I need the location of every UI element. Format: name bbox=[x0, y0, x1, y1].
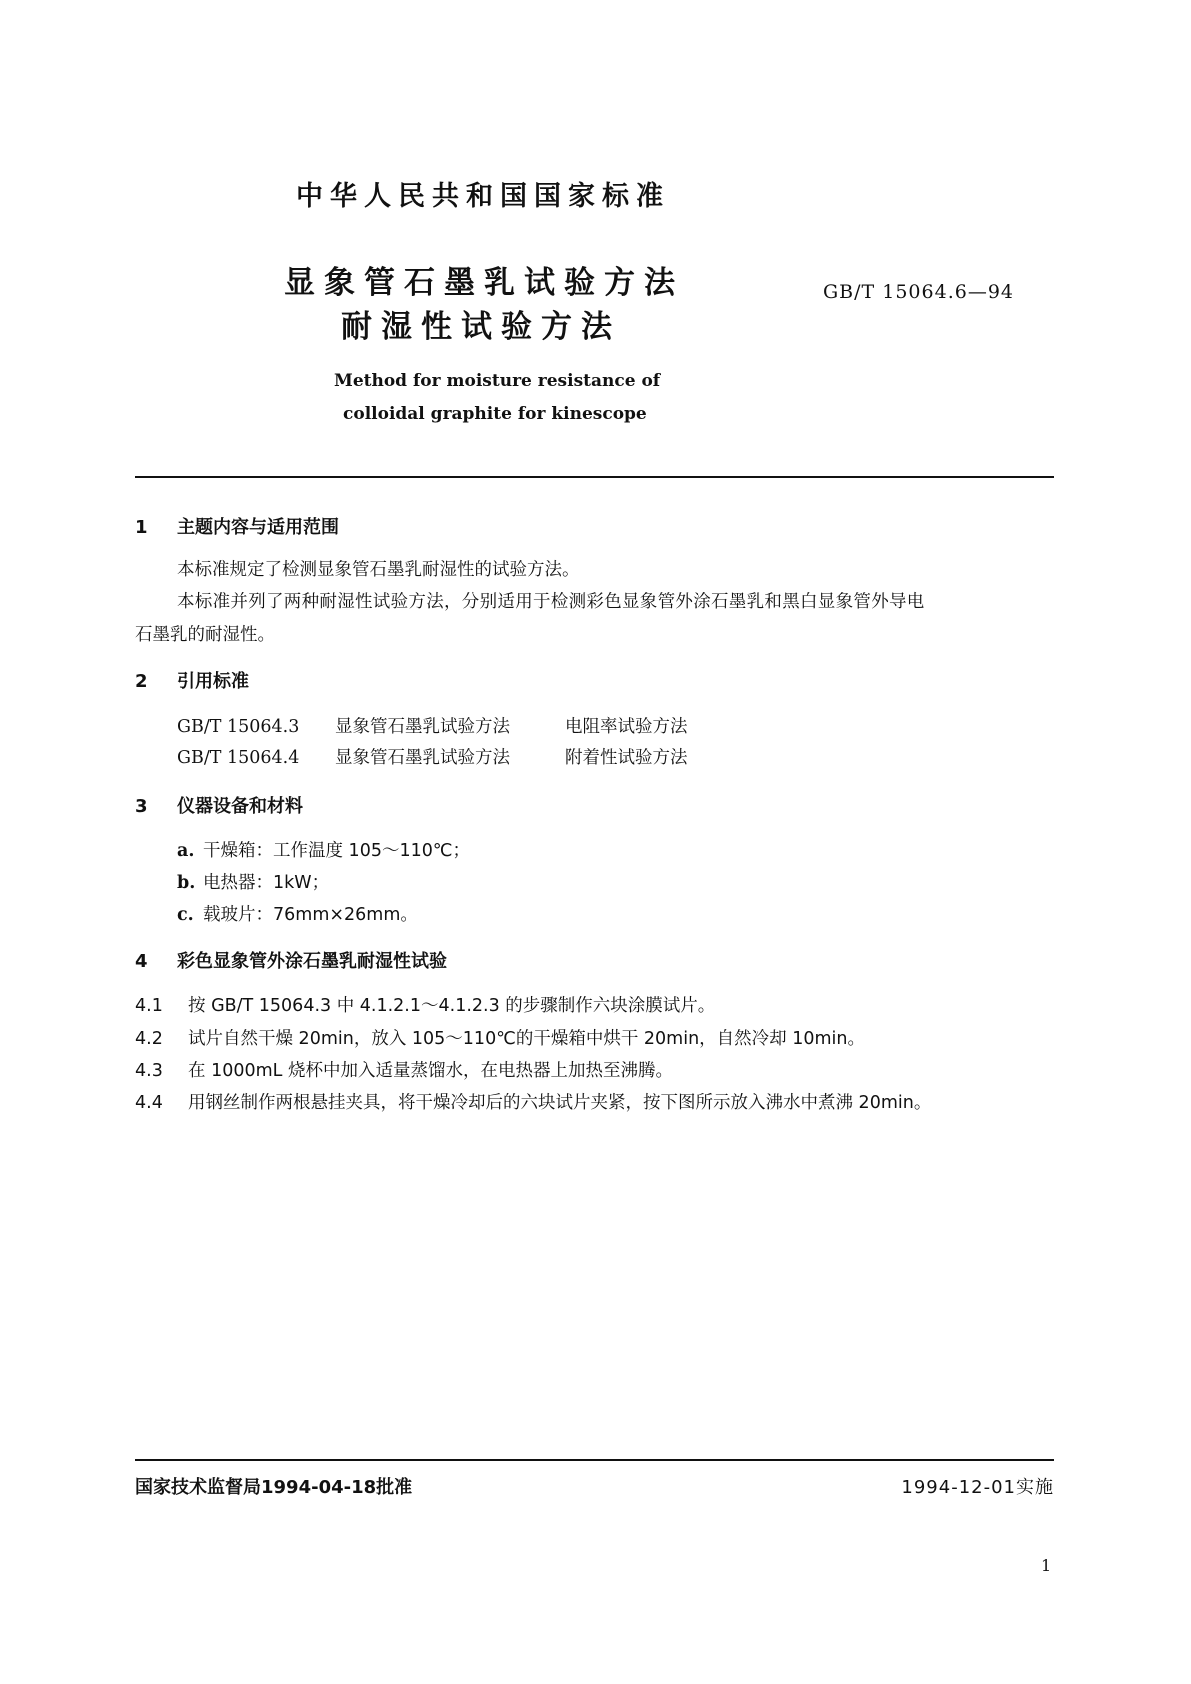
clause-text: 试片自然干燥 20min，放入 105～110℃的干燥箱中烘干 20min，自然冷却 10min。 bbox=[188, 1029, 866, 1049]
clause-number: 4.2 bbox=[135, 1029, 163, 1049]
clause-number: 4.4 bbox=[135, 1093, 163, 1113]
clause-text: 用钢丝制作两根悬挂夹具，将干燥冷却后的六块试片夹紧，按下图所示放入沸水中煮沸 20min。 bbox=[188, 1093, 932, 1113]
reference-item bbox=[177, 719, 688, 737]
reference-item bbox=[177, 750, 688, 768]
section-number: 2 bbox=[135, 671, 148, 692]
reference-title: 显象管石墨乳试验方法 bbox=[335, 717, 510, 737]
paragraph: 本标准并列了两种耐湿性试验方法，分别适用于检测彩色显象管外涂石墨乳和黑白显象管外导电 bbox=[177, 592, 925, 612]
section-number: 1 bbox=[135, 517, 148, 538]
clause bbox=[135, 1063, 673, 1081]
reference-code: GB/T 15064.4 bbox=[177, 748, 300, 768]
clause-text: 按 GB/T 15064.3 中 4.1.2.1～4.1.2.3 的步骤制作六块涂膜试片。 bbox=[188, 996, 716, 1016]
section-number: 4 bbox=[135, 951, 148, 972]
standard-code: GB/T 15064.6—94 bbox=[823, 281, 1015, 303]
list-text: 电热器：1kW； bbox=[203, 873, 330, 893]
list-label: a. bbox=[177, 841, 195, 861]
clause-number: 4.1 bbox=[135, 996, 163, 1016]
section-2-heading bbox=[135, 673, 249, 691]
section-1-heading bbox=[135, 519, 339, 537]
approval-date: 国家技术监督局1994-04-18批准 bbox=[135, 1477, 413, 1498]
section-4-heading bbox=[135, 953, 447, 971]
section-title: 仪器设备和材料 bbox=[177, 796, 303, 817]
english-title-line-1: Method for moisture resistance of bbox=[334, 371, 661, 391]
clause bbox=[135, 1031, 865, 1049]
header-divider bbox=[135, 476, 1054, 478]
clause-text: 在 1000mL 烧杯中加入适量蒸馏水，在电热器上加热至沸腾。 bbox=[188, 1061, 673, 1081]
section-title: 引用标准 bbox=[177, 671, 249, 692]
section-title: 主题内容与适用范围 bbox=[177, 517, 339, 538]
page-number: 1 bbox=[1041, 1556, 1052, 1575]
reference-code: GB/T 15064.3 bbox=[177, 717, 300, 737]
clause bbox=[135, 998, 715, 1016]
section-3-heading bbox=[135, 798, 303, 816]
reference-subtitle: 附着性试验方法 bbox=[565, 748, 688, 768]
title-line-2: 耐湿性试验方法 bbox=[341, 309, 621, 345]
section-title: 彩色显象管外涂石墨乳耐湿性试验 bbox=[177, 951, 447, 972]
footer-divider bbox=[135, 1459, 1054, 1461]
list-text: 载玻片：76mm×26mm。 bbox=[203, 905, 418, 925]
national-standard-label: 中华人民共和国国家标准 bbox=[296, 181, 670, 212]
section-number: 3 bbox=[135, 796, 148, 817]
list-item bbox=[177, 875, 329, 893]
paragraph-continuation: 石墨乳的耐湿性。 bbox=[135, 625, 275, 645]
list-item bbox=[177, 907, 418, 925]
reference-title: 显象管石墨乳试验方法 bbox=[335, 748, 510, 768]
clause-number: 4.3 bbox=[135, 1061, 163, 1081]
list-item bbox=[177, 843, 470, 861]
title-line-1: 显象管石墨乳试验方法 bbox=[284, 265, 684, 301]
implementation-date: 1994-12-01实施 bbox=[901, 1477, 1054, 1498]
list-text: 干燥箱：工作温度 105～110℃； bbox=[203, 841, 471, 861]
list-label: c. bbox=[177, 905, 194, 925]
english-title-line-2: colloidal graphite for kinescope bbox=[343, 404, 647, 424]
reference-subtitle: 电阻率试验方法 bbox=[565, 717, 688, 737]
clause bbox=[135, 1095, 931, 1113]
paragraph: 本标准规定了检测显象管石墨乳耐湿性的试验方法。 bbox=[177, 560, 580, 580]
list-label: b. bbox=[177, 873, 196, 893]
